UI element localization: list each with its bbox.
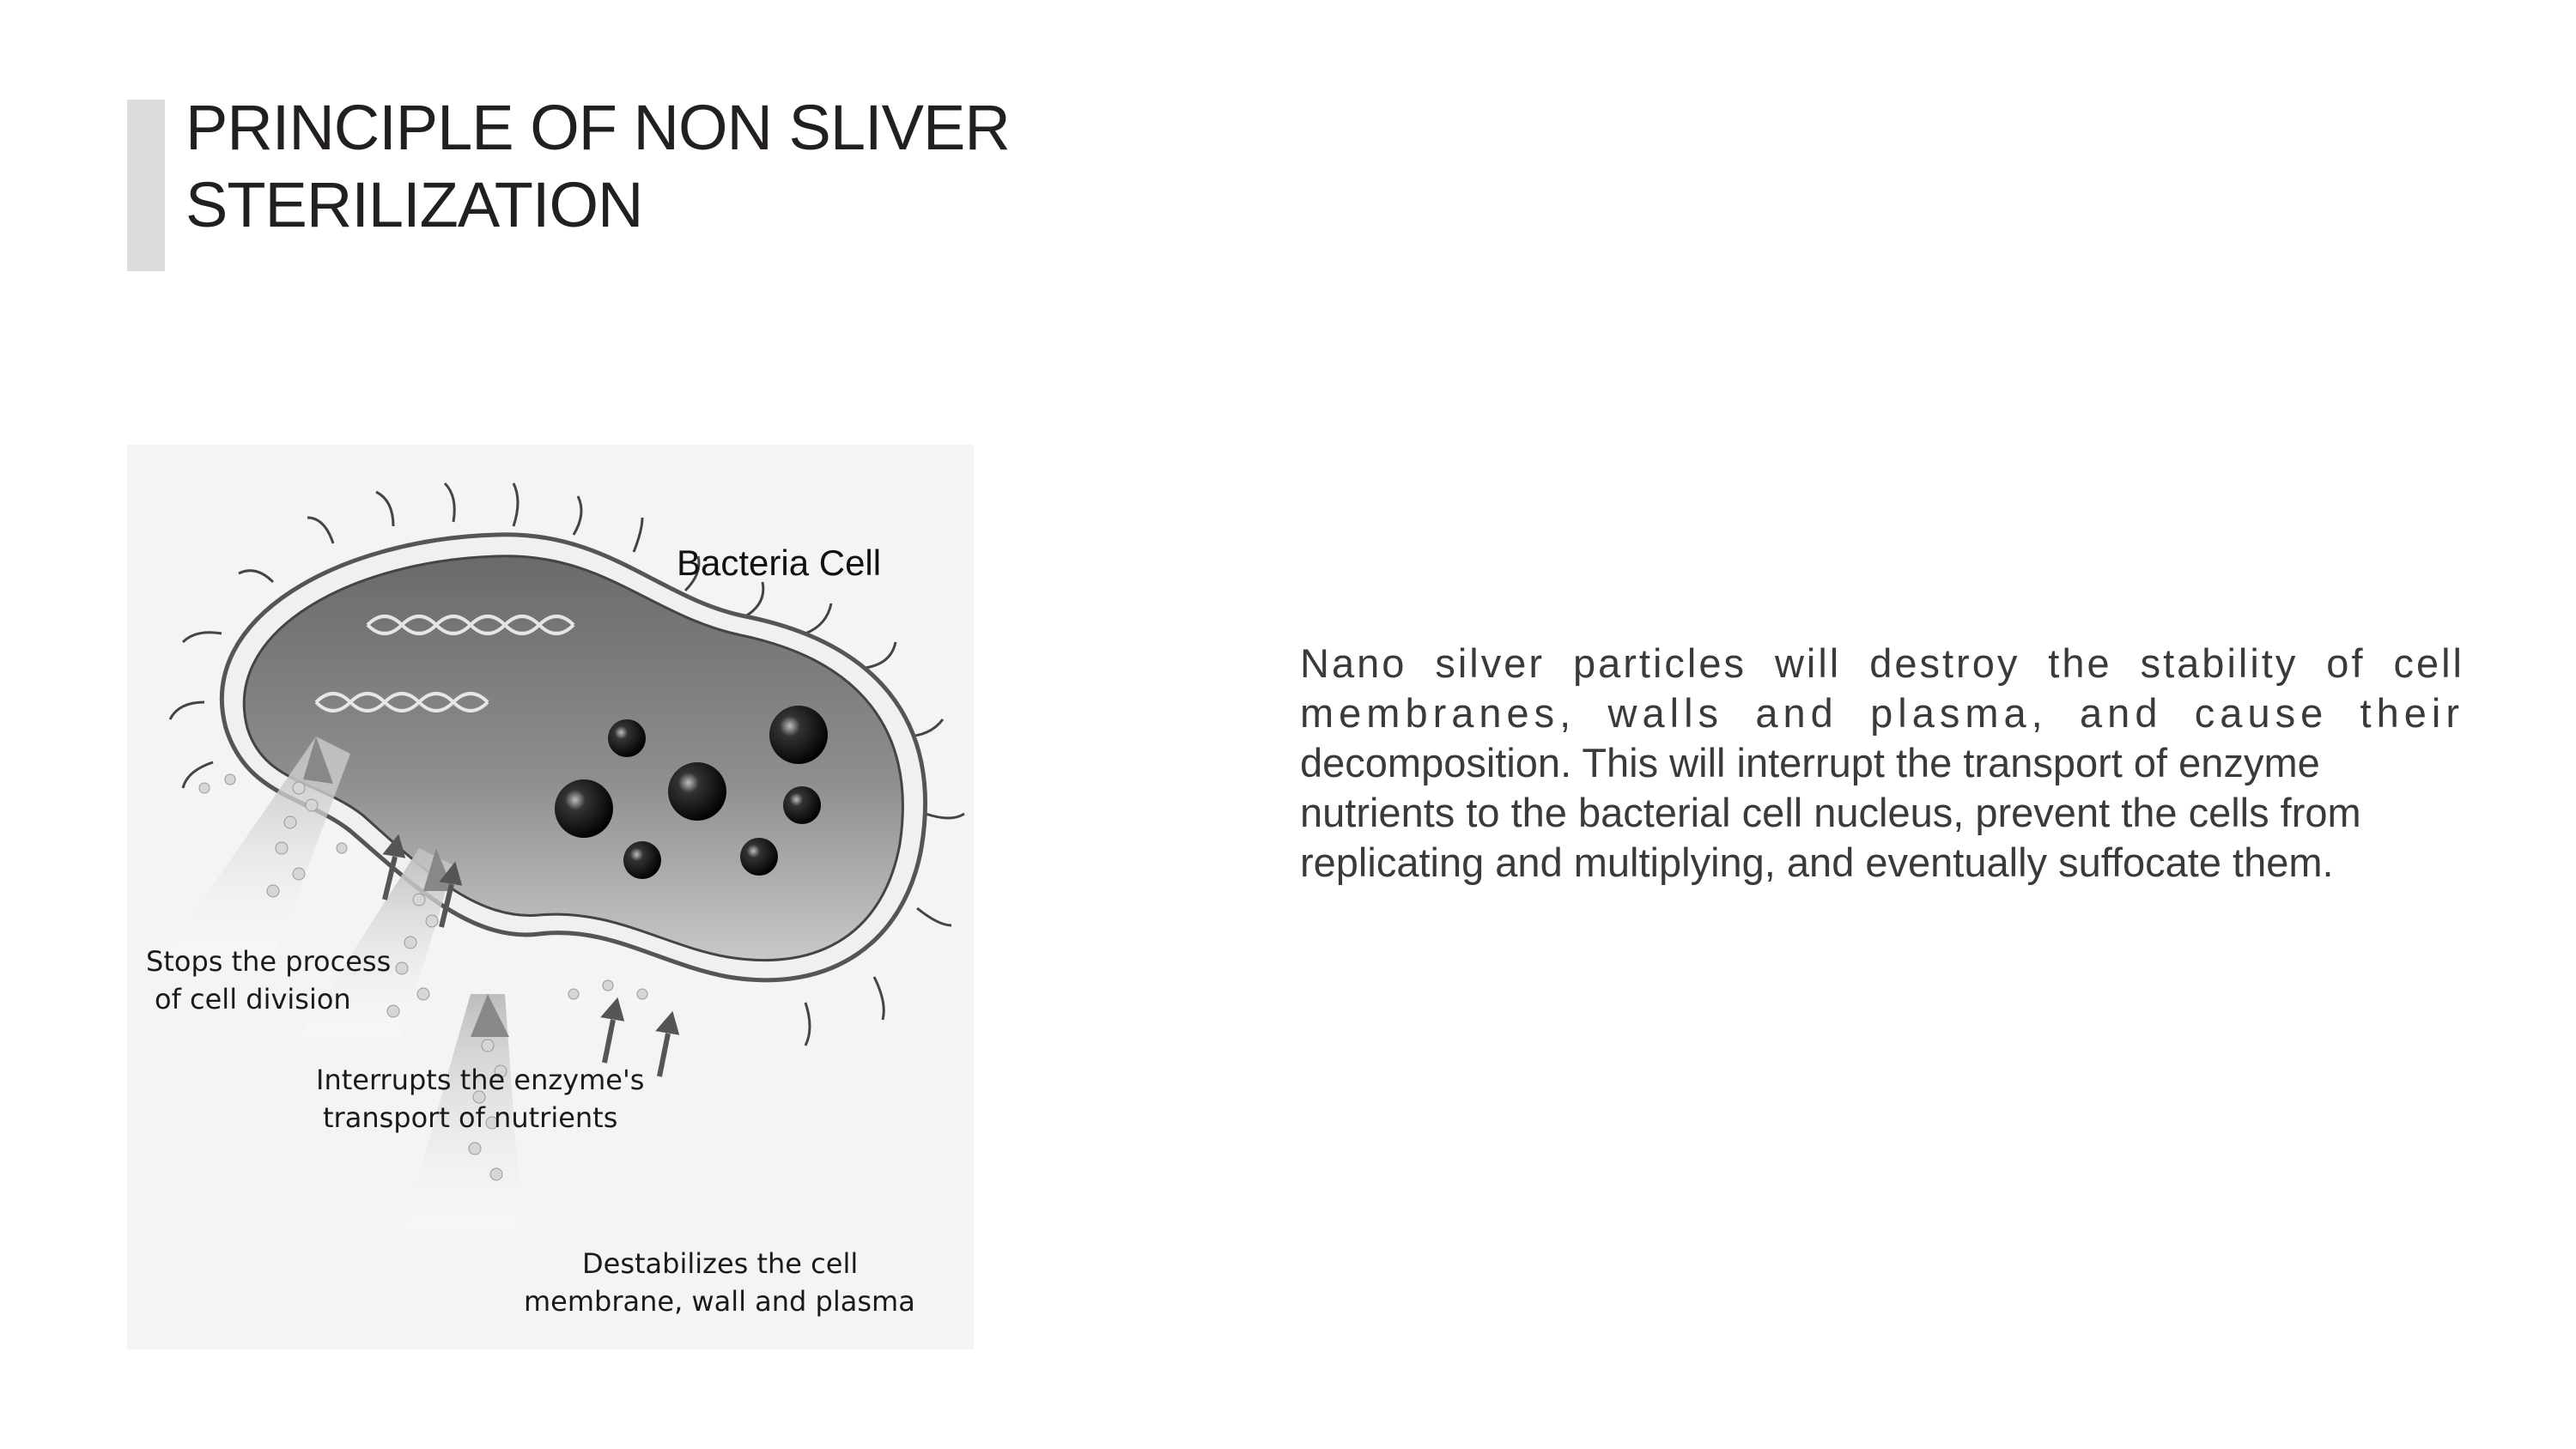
label-interrupts-enzyme-2: transport of nutrients bbox=[323, 1101, 618, 1134]
description-paragraph bbox=[1300, 639, 2464, 888]
label-stops-cell-division-1: Stops the process bbox=[146, 945, 392, 978]
label-destabilizes-membrane-2: membrane, wall and plasma bbox=[524, 1285, 915, 1318]
title-accent-bar bbox=[127, 100, 165, 271]
label-interrupts-enzyme-1: Interrupts the enzyme's bbox=[316, 1064, 645, 1096]
bacteria-cell-label: Bacteria Cell bbox=[677, 543, 882, 583]
page-title bbox=[185, 89, 1010, 244]
label-stops-cell-division-2: of cell division bbox=[155, 983, 351, 1016]
description-line-5: replicating and multiplying, and eventually suffocate them. bbox=[1300, 840, 2334, 885]
page-title-line-2: STERILIZATION bbox=[185, 169, 643, 240]
bacteria-cell-diagram bbox=[127, 445, 974, 1349]
description-line-3: decomposition. This will interrupt the transport of enzyme bbox=[1300, 740, 2320, 785]
description-line-2: membranes, walls and plasma, and cause their bbox=[1300, 690, 2464, 736]
label-destabilizes-membrane-1: Destabilizes the cell bbox=[582, 1247, 859, 1280]
description-line-1: Nano silver particles will destroy the stability of cell bbox=[1300, 640, 2464, 686]
description-line-4: nutrients to the bacterial cell nucleus, prevent the cells from bbox=[1300, 790, 2361, 835]
page-title-line-1: PRINCIPLE OF NON SLIVER bbox=[185, 92, 1010, 163]
